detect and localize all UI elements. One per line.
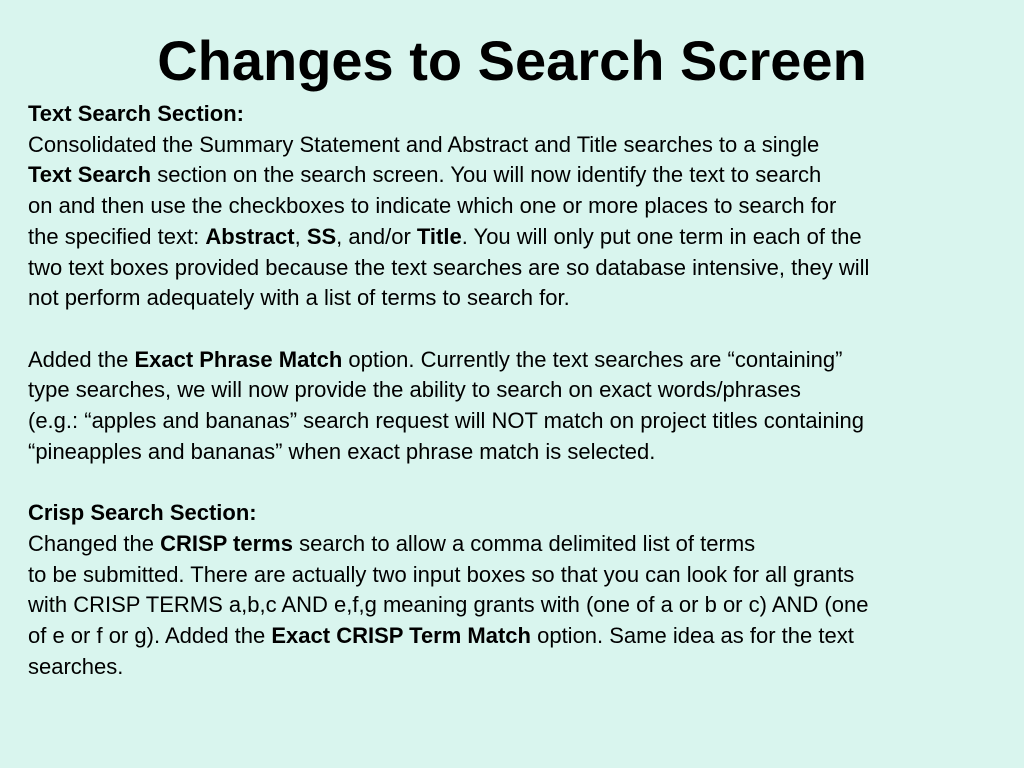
text-line: not perform adequately with a list of terms to search for. — [28, 285, 570, 311]
text-line: Consolidated the Summary Statement and Abstract and Title searches to a single — [28, 131, 820, 157]
spacer — [28, 314, 1018, 345]
text-search-paragraph-2 — [28, 345, 1018, 468]
text-line: (e.g.: “apples and bananas” search request will NOT match on project titles containing — [28, 408, 865, 434]
text-line: “pineapples and bananas” when exact phrase match is selected. — [28, 438, 656, 464]
text-line: Text Search section on the search screen. You will now identify the text to search — [28, 162, 822, 188]
slide-body — [28, 99, 1018, 682]
crisp-search-heading: Crisp Search Section: — [28, 500, 257, 526]
text-line: of e or f or g). Added the Exact CRISP Term Match option. Same idea as for the text — [28, 622, 854, 648]
slide-title: Changes to Search Screen — [157, 29, 867, 92]
crisp-search-section — [28, 498, 1018, 682]
text-line: two text boxes provided because the text searches are so database intensive, they will — [28, 254, 870, 280]
text-search-heading: Text Search Section: — [28, 101, 244, 126]
spacer — [28, 467, 1018, 498]
text-line: Changed the CRISP terms search to allow a comma delimited list of terms — [28, 530, 756, 556]
crisp-search-paragraph — [28, 529, 1018, 683]
text-search-section — [28, 99, 1018, 467]
text-line: with CRISP TERMS a,b,c AND e,f,g meaning grants with (one of a or b or c) AND (one — [28, 592, 869, 618]
text-line: type searches, we will now provide the ability to search on exact words/phrases — [28, 377, 801, 403]
text-search-paragraph-1 — [28, 130, 1018, 314]
text-line: to be submitted. There are actually two input boxes so that you can look for all grants — [28, 561, 855, 587]
text-line: on and then use the checkboxes to indicate which one or more places to search for — [28, 193, 837, 219]
text-line: searches. — [28, 653, 124, 679]
text-line: Added the Exact Phrase Match option. Currently the text searches are “containing” — [28, 346, 843, 372]
text-line: the specified text: Abstract, SS, and/or Title. You will only put one term in each of the — [28, 223, 862, 249]
